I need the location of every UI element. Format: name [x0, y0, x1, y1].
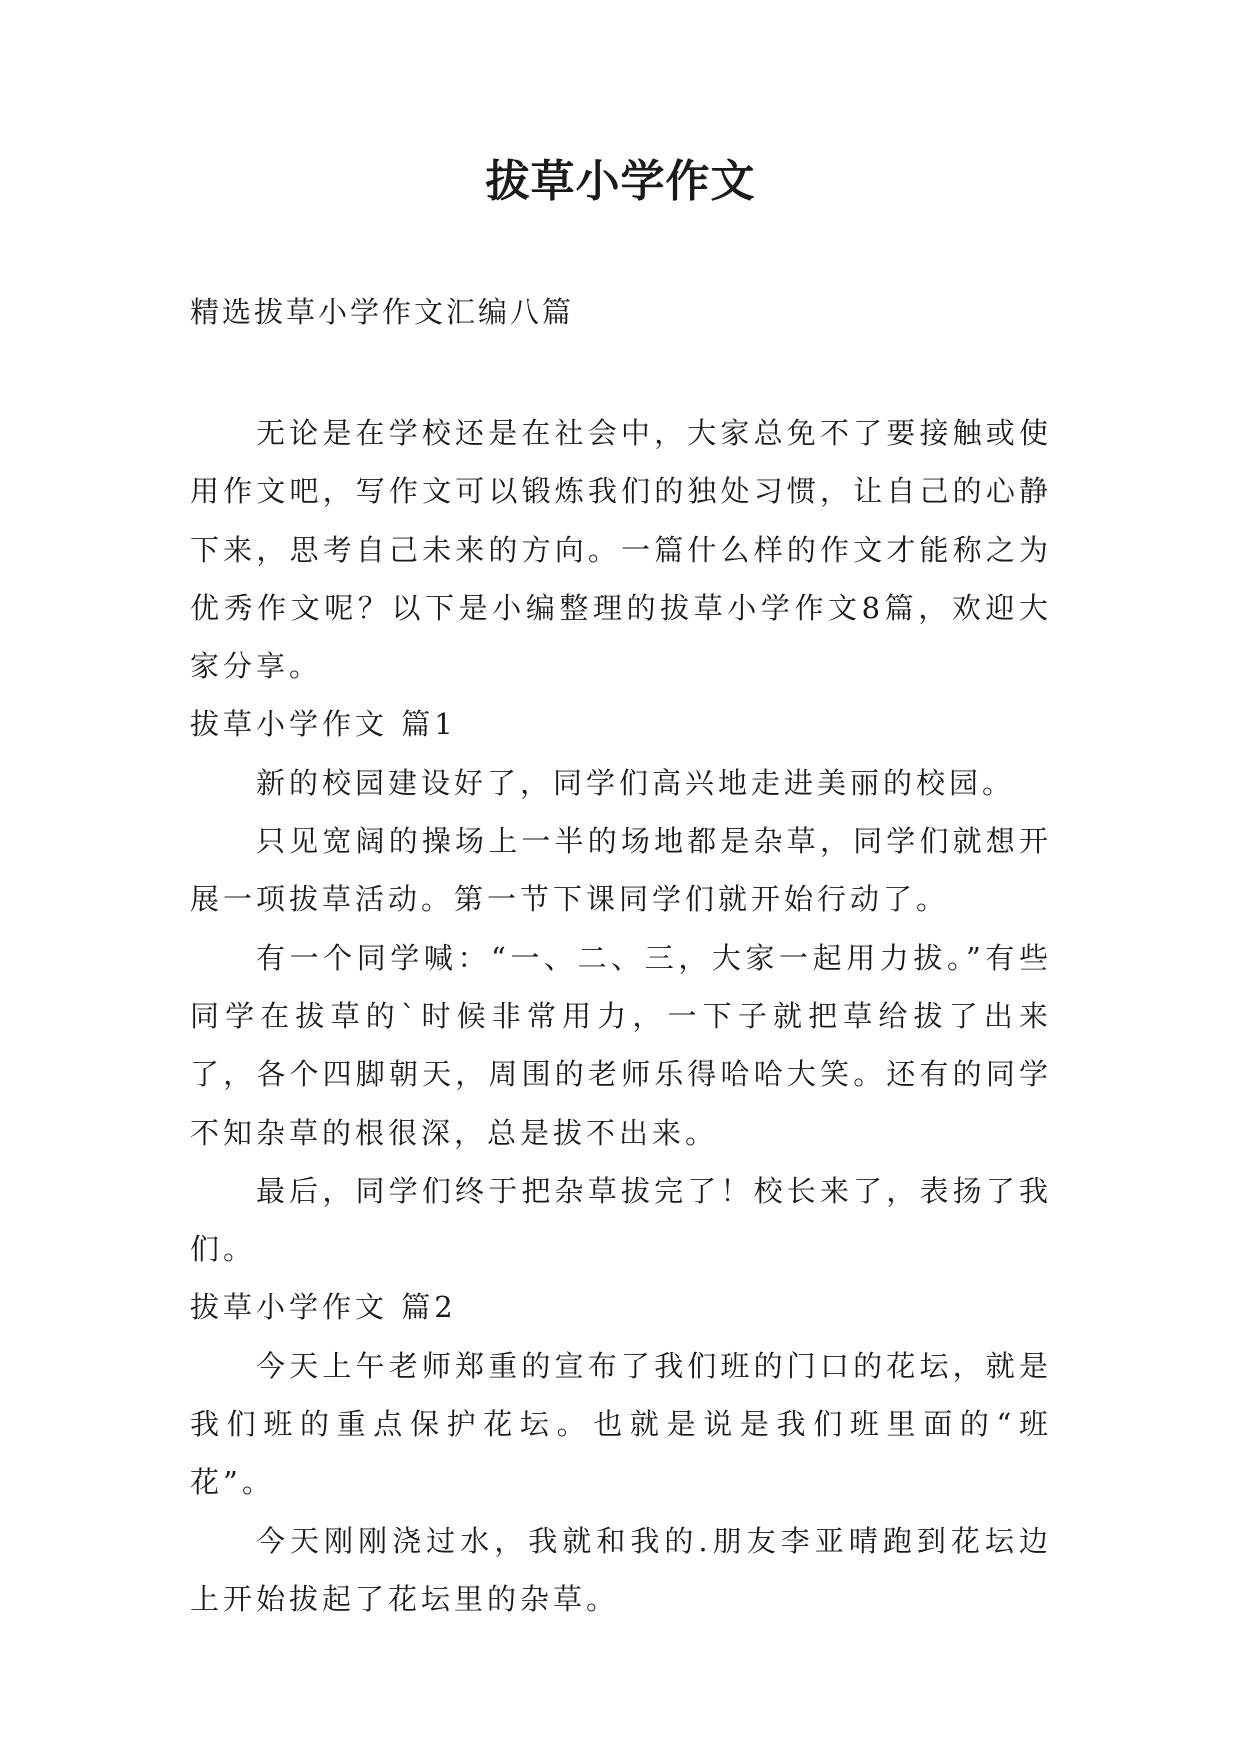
- paragraph: 最后，同学们终于把杂草拔完了！校长来了，表扬了我们。: [190, 1173, 1052, 1267]
- section-heading-1: 拔草小学作文 篇1: [190, 707, 457, 742]
- document-subtitle: 精选拔草小学作文汇编八篇: [190, 295, 575, 329]
- document-title: 拔草小学作文: [485, 156, 756, 207]
- section-heading-2: 拔草小学作文 篇2: [190, 1290, 457, 1325]
- paragraph: 有一个同学喊：“一、二、三，大家一起用力拔。”有些同学在拔草的`时候非常用力，一下子就把草给拔了出来了，各个四脚朝天，周围的老师乐得哈哈大笑。还有的同学不知杂草的根很深，总是拔不出来。: [190, 940, 1052, 1150]
- paragraph: 只见宽阔的操场上一半的场地都是杂草，同学们就想开展一项拔草活动。第一节下课同学们就开始行动了。: [190, 824, 1052, 917]
- paragraph: 今天上午老师郑重的宣布了我们班的门口的花坛，就是我们班的重点保护花坛。也就是说是我们班里面的“班花”。: [190, 1348, 1052, 1500]
- paragraph-intro: 无论是在学校还是在社会中，大家总免不了要接触或使用作文吧，写作文可以锻炼我们的独处习惯，让自己的心静下来，思考自己未来的方向。一篇什么样的作文才能称之为优秀作文呢？以下是小编整理的拔草小学作文8篇，欢迎大家分享。: [190, 416, 1052, 684]
- paragraph: 新的校园建设好了，同学们高兴地走进美丽的校园。: [256, 765, 1016, 800]
- paragraph: 今天刚刚浇过水，我就和我的.朋友李亚晴跑到花坛边上开始拔起了花坛里的杂草。: [190, 1523, 1052, 1616]
- document-body: [190, 404, 1052, 1628]
